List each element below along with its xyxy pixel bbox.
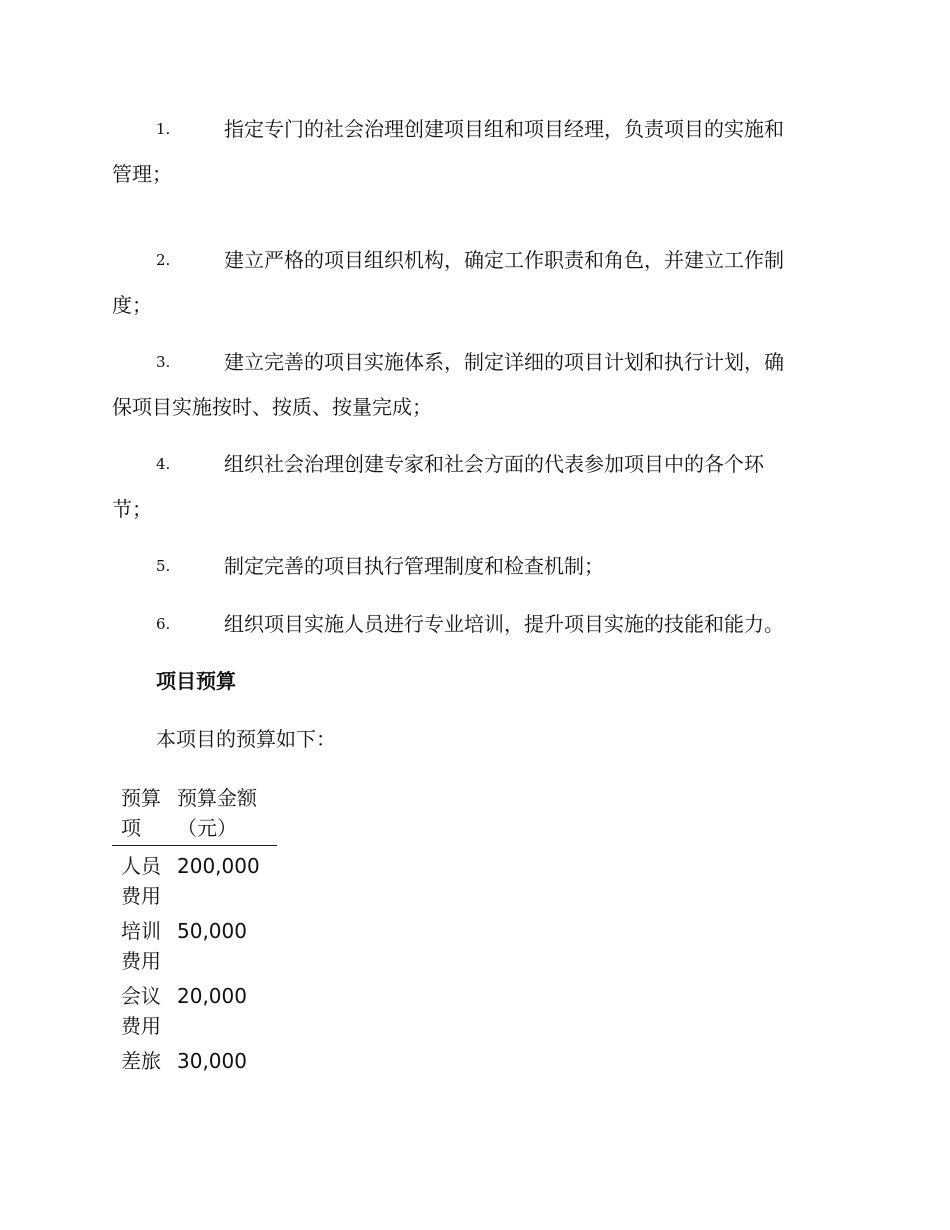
- list-item: [112, 602, 838, 647]
- list-item-text: 指定专门的社会治理创建项目组和项目经理，负责项目的实施和: [224, 117, 784, 141]
- list-item-number: 3.: [156, 353, 171, 371]
- column-header-item: 预算项: [121, 786, 161, 840]
- table-row: [112, 1042, 277, 1077]
- budget-amount-cell: 20,000: [177, 984, 247, 1008]
- list-item-text-continued: 管理；: [112, 162, 172, 186]
- list-item-number: 5.: [156, 557, 171, 575]
- intro-paragraph: 本项目的预算如下：: [156, 727, 336, 751]
- budget-item-cell: 人员费用: [121, 854, 161, 908]
- budget-item-cell: 差旅: [121, 1049, 161, 1073]
- list-item-text: 建立完善的项目实施体系，制定详细的项目计划和执行计划，确: [224, 350, 784, 374]
- table-header-row: [112, 783, 277, 846]
- budget-item-cell: 培训费用: [121, 919, 161, 973]
- section-heading: 项目预算: [156, 669, 236, 693]
- list-item: [112, 238, 838, 328]
- column-header-amount: 预算金额（元）: [177, 786, 257, 840]
- budget-item-cell: 会议费用: [121, 984, 161, 1038]
- list-item-text-continued: 节；: [112, 497, 152, 521]
- table-row: [112, 846, 277, 913]
- budget-amount-cell: 50,000: [177, 919, 247, 943]
- list-item-text-continued: 度；: [112, 293, 152, 317]
- list-item-number: 2.: [156, 251, 171, 269]
- list-item: [112, 340, 838, 430]
- list-item-text: 组织社会治理创建专家和社会方面的代表参加项目中的各个环: [224, 452, 764, 476]
- list-item-number: 6.: [156, 615, 171, 633]
- list-item-number: 4.: [156, 455, 171, 473]
- list-item-text-continued: 保项目实施按时、按质、按量完成；: [112, 395, 432, 419]
- list-item: [112, 442, 838, 532]
- table-row: [112, 977, 277, 1042]
- list-item-text: 制定完善的项目执行管理制度和检查机制；: [224, 554, 604, 578]
- list-item: [112, 107, 838, 197]
- list-item: [112, 544, 838, 589]
- budget-amount-cell: 200,000: [177, 854, 260, 878]
- budget-amount-cell: 30,000: [177, 1049, 247, 1073]
- list-item-number: 1.: [156, 120, 171, 138]
- list-item-text: 建立严格的项目组织机构，确定工作职责和角色，并建立工作制: [224, 248, 784, 272]
- table-row: [112, 912, 277, 977]
- budget-table: [112, 783, 277, 1077]
- list-item-text: 组织项目实施人员进行专业培训，提升项目实施的技能和能力。: [224, 612, 784, 636]
